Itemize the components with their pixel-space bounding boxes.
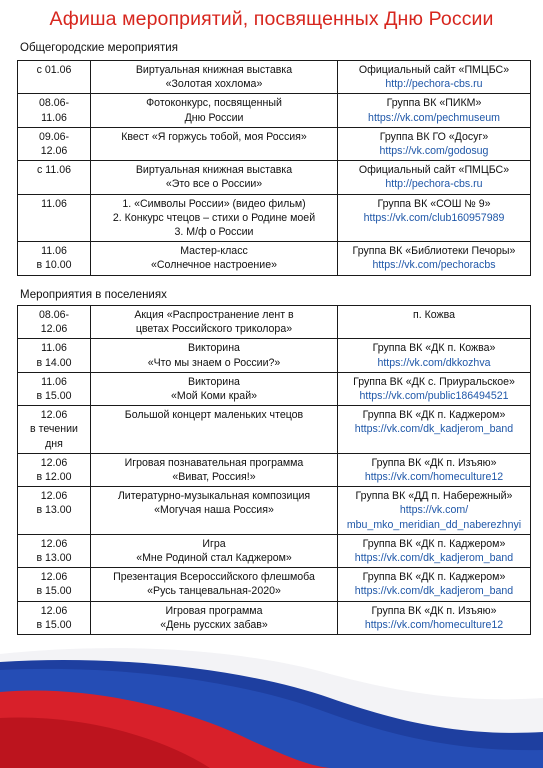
event-line: «Мой Коми край» <box>170 390 258 403</box>
event-cell <box>91 306 338 339</box>
date-cell <box>18 94 91 127</box>
venue-cell <box>338 94 531 127</box>
link-line[interactable]: http://pechora-cbs.ru <box>385 78 483 91</box>
date-line: с 01.06 <box>36 64 72 76</box>
event-line: «Мне Родиной стал Каджером» <box>136 552 292 565</box>
event-line: Презентация Всероссийского флешмоба <box>113 571 315 584</box>
link-line[interactable]: https://vk.com/pechmuseum <box>368 111 500 124</box>
venue-line: Группа ВК ГО «Досуг» <box>379 130 489 143</box>
table-row <box>18 127 531 160</box>
date-line: 11.06 <box>41 375 67 388</box>
section-label-villages: Мероприятия в поселениях <box>20 289 167 301</box>
venue-line: Группа ВК «ДД п. Набережный» <box>355 490 513 503</box>
event-line: Мастер-класс <box>180 245 248 258</box>
venue-cell <box>338 242 531 275</box>
event-line: Игра <box>202 537 226 550</box>
event-cell <box>91 339 338 372</box>
date-line: 11.06 <box>41 197 67 210</box>
link-line[interactable]: mbu_mko_meridian_dd_naberezhnyi <box>346 518 522 531</box>
section-label-city: Общегородские мероприятия <box>20 42 178 54</box>
event-cell <box>91 568 338 601</box>
event-line: Акция «Распространение лент в <box>134 309 294 321</box>
date-line: 08.06- <box>38 309 70 321</box>
event-cell <box>91 94 338 127</box>
event-line: Квест «Я горжусь тобой, моя Россия» <box>121 130 307 143</box>
date-cell <box>18 306 91 339</box>
table-row <box>18 339 531 372</box>
venue-cell <box>338 161 531 194</box>
venue-cell <box>338 534 531 567</box>
event-cell <box>91 61 338 94</box>
link-line[interactable]: http://pechora-cbs.ru <box>385 178 483 191</box>
event-line: Виртуальная книжная выставка <box>135 164 293 177</box>
event-cell <box>91 372 338 405</box>
event-line: «Могучая наша Россия» <box>154 504 274 517</box>
event-cell <box>91 487 338 535</box>
link-line[interactable]: https://vk.com/dk_kadjerom_band <box>354 423 514 436</box>
event-line: «Что мы знаем о России?» <box>147 356 281 369</box>
date-cell <box>18 339 91 372</box>
date-line: в 10.00 <box>36 259 72 272</box>
event-cell <box>91 453 338 486</box>
date-line: в 15.00 <box>36 618 72 631</box>
venue-line: Официальный сайт «ПМЦБС» <box>358 164 510 177</box>
date-cell <box>18 61 91 94</box>
event-line: Литературно-музыкальная композиция <box>117 490 311 503</box>
event-cell <box>91 601 338 634</box>
table-row <box>18 242 531 275</box>
event-line: Дню России <box>184 111 244 124</box>
event-cell <box>91 194 338 242</box>
venue-line: Группа ВК «ДК п. Изъяю» <box>371 456 497 469</box>
link-line[interactable]: https://vk.com/club160957989 <box>363 211 505 224</box>
event-cell <box>91 406 338 454</box>
date-cell <box>18 194 91 242</box>
link-line[interactable]: https://vk.com/dk_kadjerom_band <box>354 552 514 565</box>
table-row <box>18 601 531 634</box>
venue-cell <box>338 487 531 535</box>
event-line: Викторина <box>188 342 240 355</box>
table-row <box>18 306 531 339</box>
event-line: Игровая программа <box>165 604 263 617</box>
table-row <box>18 487 531 535</box>
link-line[interactable]: https://vk.com/ <box>399 504 469 517</box>
table-row <box>18 534 531 567</box>
link-line[interactable]: https://vk.com/homeculture12 <box>364 471 504 484</box>
table-row <box>18 194 531 242</box>
event-line: Викторина <box>188 375 240 388</box>
table-row <box>18 161 531 194</box>
venue-cell <box>338 601 531 634</box>
table-row <box>18 372 531 405</box>
event-cell <box>91 534 338 567</box>
date-line: 12.06 <box>40 604 68 617</box>
link-line[interactable]: https://vk.com/pechoracbs <box>372 259 496 272</box>
date-cell <box>18 487 91 535</box>
venue-line: Группа ВК «ДК с. Приуральское» <box>353 375 515 388</box>
date-line: 08.06- <box>38 97 70 110</box>
russian-flag-ribbon-decoration <box>0 640 543 768</box>
venue-cell <box>338 339 531 372</box>
venue-line: Официальный сайт «ПМЦБС» <box>358 64 510 76</box>
event-line: Большой концерт маленьких чтецов <box>124 409 304 422</box>
date-line: 12.06 <box>40 537 68 550</box>
event-cell <box>91 161 338 194</box>
event-line: Игровая познавательная программа <box>124 456 304 469</box>
event-line: «Это все о России» <box>165 178 263 191</box>
event-cell <box>91 127 338 160</box>
venue-line: Группа ВК «ДК п. Каджером» <box>362 409 506 422</box>
date-line: 12.06 <box>40 490 68 503</box>
event-line: «День русских забав» <box>160 618 268 631</box>
date-cell <box>18 161 91 194</box>
city-events-table <box>17 60 531 276</box>
venue-cell <box>338 406 531 454</box>
venue-cell <box>338 61 531 94</box>
venue-line: Группа ВК «ПИКМ» <box>386 97 482 110</box>
date-line: в 14.00 <box>36 356 72 369</box>
event-line: «Виват, Россия!» <box>172 471 256 484</box>
venue-line: Группа ВК «ДК п. Кожва» <box>372 342 496 355</box>
date-line: дня <box>45 437 63 450</box>
date-line: 09.06- <box>38 130 70 143</box>
event-line: «Золотая хохлома» <box>165 78 263 91</box>
date-cell <box>18 406 91 454</box>
table-row <box>18 406 531 454</box>
venue-cell <box>338 127 531 160</box>
date-cell <box>18 372 91 405</box>
date-cell <box>18 242 91 275</box>
date-cell <box>18 601 91 634</box>
table-row <box>18 453 531 486</box>
event-line: «Солнечное настроение» <box>151 259 277 272</box>
event-line: 3. М/ф о России <box>174 226 254 239</box>
venue-line: Группа ВК «ДК п. Изъяю» <box>371 604 497 617</box>
venue-line: Группа ВК «СОШ № 9» <box>377 197 491 210</box>
date-cell <box>18 534 91 567</box>
date-line: 12.06 <box>40 323 68 336</box>
date-line: в 15.00 <box>36 585 72 598</box>
link-line[interactable]: https://vk.com/homeculture12 <box>364 618 504 631</box>
event-cell <box>91 242 338 275</box>
date-cell <box>18 127 91 160</box>
date-cell <box>18 453 91 486</box>
venue-cell <box>338 372 531 405</box>
date-line: 12.06 <box>40 145 68 158</box>
date-line: с 11.06 <box>37 164 71 177</box>
page-title: Афиша мероприятий, посвященных Дню России <box>49 8 494 30</box>
date-line: 11.06 <box>41 111 67 124</box>
venue-line: Группа ВК «ДК п. Каджером» <box>362 537 506 550</box>
date-line: в 13.00 <box>36 504 72 517</box>
date-line: 12.06 <box>40 409 68 422</box>
date-line: 12.06 <box>40 571 68 584</box>
link-line[interactable]: https://vk.com/dkkozhva <box>377 356 491 369</box>
event-line: Виртуальная книжная выставка <box>135 64 293 76</box>
event-line: 2. Конкурс чтецов – стихи о Родине моей <box>112 211 316 224</box>
venue-line: Группа ВК «ДК п. Каджером» <box>362 571 506 584</box>
village-events-table <box>17 305 531 635</box>
date-line: в 12.00 <box>36 471 72 484</box>
venue-cell <box>338 568 531 601</box>
link-line[interactable]: https://vk.com/public186494521 <box>359 390 509 403</box>
table-row <box>18 94 531 127</box>
venue-line: Группа ВК «Библиотеки Печоры» <box>352 245 516 258</box>
link-line[interactable]: https://vk.com/godosug <box>379 145 489 158</box>
event-line: Фотоконкурс, посвященный <box>146 97 282 110</box>
date-line: 12.06 <box>40 456 68 469</box>
venue-line: п. Кожва <box>412 309 456 321</box>
table-row <box>18 61 531 94</box>
date-line: в течении <box>30 423 78 436</box>
event-line: цветах Российского триколора» <box>135 323 293 336</box>
date-line: 11.06 <box>41 342 67 355</box>
venue-cell <box>338 453 531 486</box>
date-line: 11.06 <box>41 245 67 258</box>
link-line[interactable]: https://vk.com/dk_kadjerom_band <box>354 585 514 598</box>
date-line: в 15.00 <box>36 390 72 403</box>
event-line: «Русь танцевальная-2020» <box>147 585 281 598</box>
event-line: 1. «Символы России» (видео фильм) <box>122 197 306 210</box>
table-row <box>18 568 531 601</box>
venue-cell <box>338 306 531 339</box>
date-line: в 13.00 <box>36 552 72 565</box>
date-cell <box>18 568 91 601</box>
venue-cell <box>338 194 531 242</box>
